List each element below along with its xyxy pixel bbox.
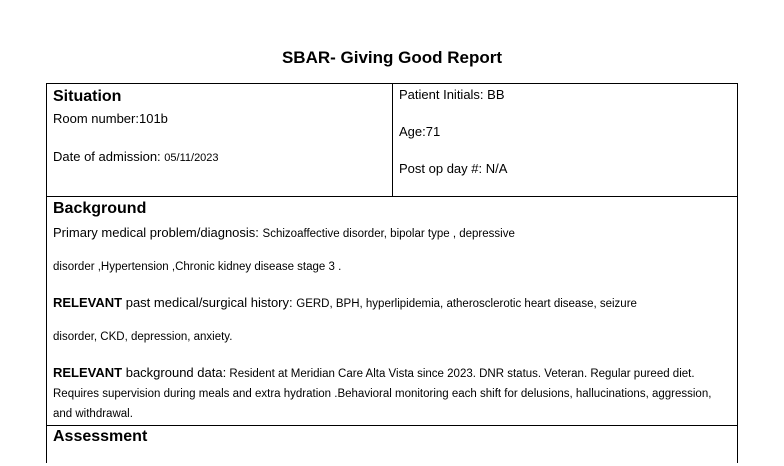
primary-diagnosis-value-1: Schizoaffective disorder, bipolar type , depressive bbox=[262, 228, 515, 240]
history-label-strong: RELEVANT bbox=[53, 295, 123, 310]
history-line bbox=[53, 295, 637, 310]
age-value: 71 bbox=[425, 124, 441, 139]
patient-initials-value: BB bbox=[487, 87, 505, 102]
age-line bbox=[399, 124, 440, 139]
background-data-label-rest: background data: bbox=[122, 365, 227, 380]
primary-diagnosis-line bbox=[53, 225, 515, 240]
background-data-paragraph bbox=[53, 363, 725, 424]
history-label-rest: past medical/surgical history: bbox=[122, 295, 293, 310]
primary-diagnosis-value-2: disorder ,Hypertension ,Chronic kidney disease stage 3 . bbox=[53, 261, 342, 273]
background-data-value: Resident at Meridian Care Alta Vista since 2023. DNR status. Veteran. Regular pureed diet. Requires supervision during meals and extra hydration .Behavioral monitoring each shift for delusions, hallucinations, aggression, and withdrawal. bbox=[53, 368, 712, 420]
room-number-line bbox=[53, 111, 168, 126]
situation-right-cell bbox=[393, 84, 737, 196]
patient-initials-line bbox=[399, 87, 505, 102]
sbar-table bbox=[46, 83, 738, 463]
assessment-heading: Assessment bbox=[53, 428, 148, 445]
primary-diagnosis-label: Primary medical problem/diagnosis: bbox=[53, 225, 259, 240]
room-number-value: 101b bbox=[138, 111, 168, 126]
background-data-label-strong: RELEVANT bbox=[53, 365, 123, 380]
situation-left-cell bbox=[47, 84, 393, 196]
room-number-label: Room number: bbox=[53, 111, 139, 126]
patient-initials-label: Patient Initials: bbox=[399, 87, 484, 102]
situation-heading: Situation bbox=[53, 88, 122, 105]
assessment-row bbox=[47, 426, 737, 466]
background-heading: Background bbox=[53, 200, 147, 217]
postop-day-label: Post op day #: bbox=[399, 161, 483, 176]
admission-date-line bbox=[53, 149, 219, 164]
history-value-2: disorder, CKD, depression, anxiety. bbox=[53, 331, 233, 343]
admission-date-value: 05/11/2023 bbox=[164, 152, 219, 164]
postop-day-line bbox=[399, 161, 507, 176]
document-title: SBAR- Giving Good Report bbox=[281, 48, 503, 67]
postop-day-value: N/A bbox=[485, 161, 508, 176]
situation-row bbox=[47, 84, 737, 197]
admission-date-label: Date of admission: bbox=[53, 149, 161, 164]
history-value-1: GERD, BPH, hyperlipidemia, atherosclerotic heart disease, seizure bbox=[296, 298, 637, 310]
background-row bbox=[47, 197, 737, 426]
age-label: Age: bbox=[399, 124, 426, 139]
